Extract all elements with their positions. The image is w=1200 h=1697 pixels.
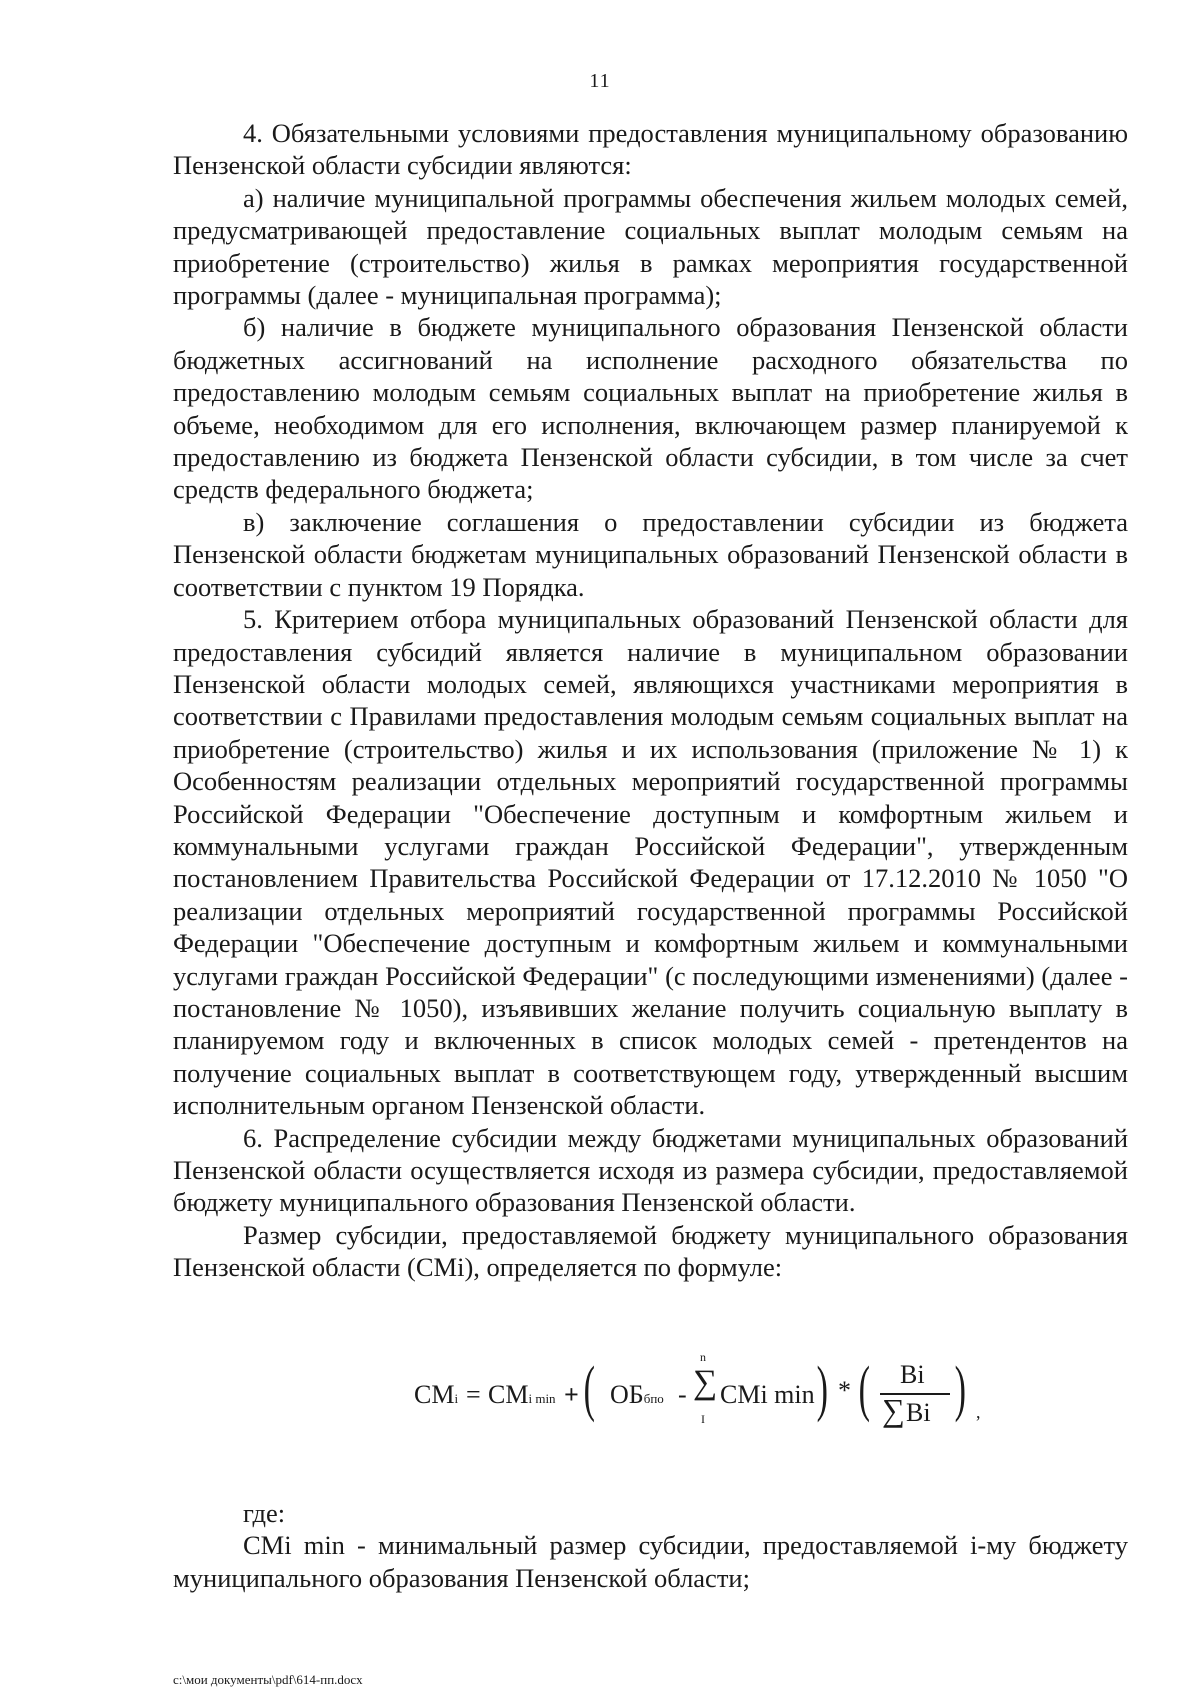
formula-cmimin: CMi min [720, 1380, 815, 1409]
formula-frac-left-paren: ( [858, 1355, 871, 1423]
footer-file-path: c:\мои документы\pdf\614-пп.docx [173, 1672, 363, 1687]
formula-frac-right-paren: ) [954, 1355, 967, 1423]
formula-denominator: Bi [906, 1398, 931, 1427]
formula-lhs: CMi [414, 1380, 459, 1409]
formula-sum-icon: ∑ [693, 1364, 718, 1401]
paragraph-6: 6. Распределение субсидии между бюджетами муниципальных образований Пензенской области осуществляется исходя из размера субсидии, предоставляемой бюджету муниципального образования Пензенской области. [173, 1122, 1128, 1218]
formula-left-paren: ( [583, 1355, 596, 1423]
formula-ob: ОБбпо [610, 1380, 664, 1409]
formula-cm-min: CMi min [488, 1380, 556, 1409]
formula-definitions [173, 1497, 1128, 1594]
formula-sum-bottom: I [701, 1412, 705, 1426]
paragraph-4b: б) наличие в бюджете муниципального образования Пензенской области бюджетных ассигнований на исполнение расходного обязательства по предоставлению молодым семьям социальных выплат на приобретение жилья в объеме, необходимом для его исполнения, включающем размер планируемой к предоставлению из бюджета Пензенской области субсидии, в том числе за счет средств федерального бюджета; [173, 312, 1128, 505]
formula-eq: = [466, 1380, 481, 1409]
formula-numerator: Bi [900, 1360, 925, 1389]
document-body [173, 117, 1128, 1284]
formula-denominator-sum-icon: ∑ [882, 1392, 905, 1428]
paragraph-5: 5. Критерием отбора муниципальных образований Пензенской области для предоставления субсидий является наличие в муниципальном образовании Пензенской области молодых семей, являющихся участниками мероприятия в соответствии с Правилами предоставления молодым семьям социальных выплат на приобретение (строительство) жилья и их использования (приложение № 1) к Особенностям реализации отдельных мероприятий государственной программы Российской Федерации "Обеспечение доступным и комфортным жильем и коммунальными услугами граждан Российской Федерации", утвержденным постановлением Правительства Российской Федерации от 17.12.2010 № 1050 "О реализации отдельных мероприятий государственной программы Российской Федерации "Обеспечение доступным и комфортным жильем и коммунальными услугами граждан Российской Федерации" (с последующими изменениями) (далее - постановление № 1050), изъявивших желание получить социальную выплату в планируемом году и включенных в список молодых семей - претендентов на получение социальных выплат в соответствующем году, утвержденный высшим исполнительным органом Пензенской области. [173, 604, 1128, 1121]
paragraph-formula-intro: Размер субсидии, предоставляемой бюджету муниципального образования Пензенской области (СМi), определяется по формуле: [173, 1219, 1128, 1283]
formula-plus: + [564, 1380, 579, 1409]
subsidy-formula [414, 1350, 1014, 1450]
paragraph-4a: а) наличие муниципальной программы обеспечения жильем молодых семей, предусматривающей предоставление социальных выплат молодым семьям на приобретение (строительство) жилья в рамках мероприятия государственной программы (далее - муниципальная программа); [173, 182, 1128, 311]
page-number: 11 [589, 70, 611, 92]
formula-right-paren: ) [816, 1355, 829, 1423]
paragraph-4c: в) заключение соглашения о предоставлении субсидии из бюджета Пензенской области бюджетам муниципальных образований Пензенской области в соответствии с пунктом 19 Порядка. [173, 506, 1128, 602]
paragraph-cmimin-def: СМi min - минимальный размер субсидии, предоставляемой i-му бюджету муниципального образования Пензенской области; [173, 1530, 1128, 1593]
formula-trailing-comma: , [976, 1402, 981, 1422]
formula-sum-top: n [700, 1350, 706, 1364]
paragraph-4: 4. Обязательными условиями предоставления муниципальному образованию Пензенской области субсидии являются: [173, 118, 1128, 181]
formula-times: * [838, 1376, 851, 1405]
paragraph-where: где: [243, 1498, 286, 1528]
formula-minus: - [678, 1380, 687, 1409]
